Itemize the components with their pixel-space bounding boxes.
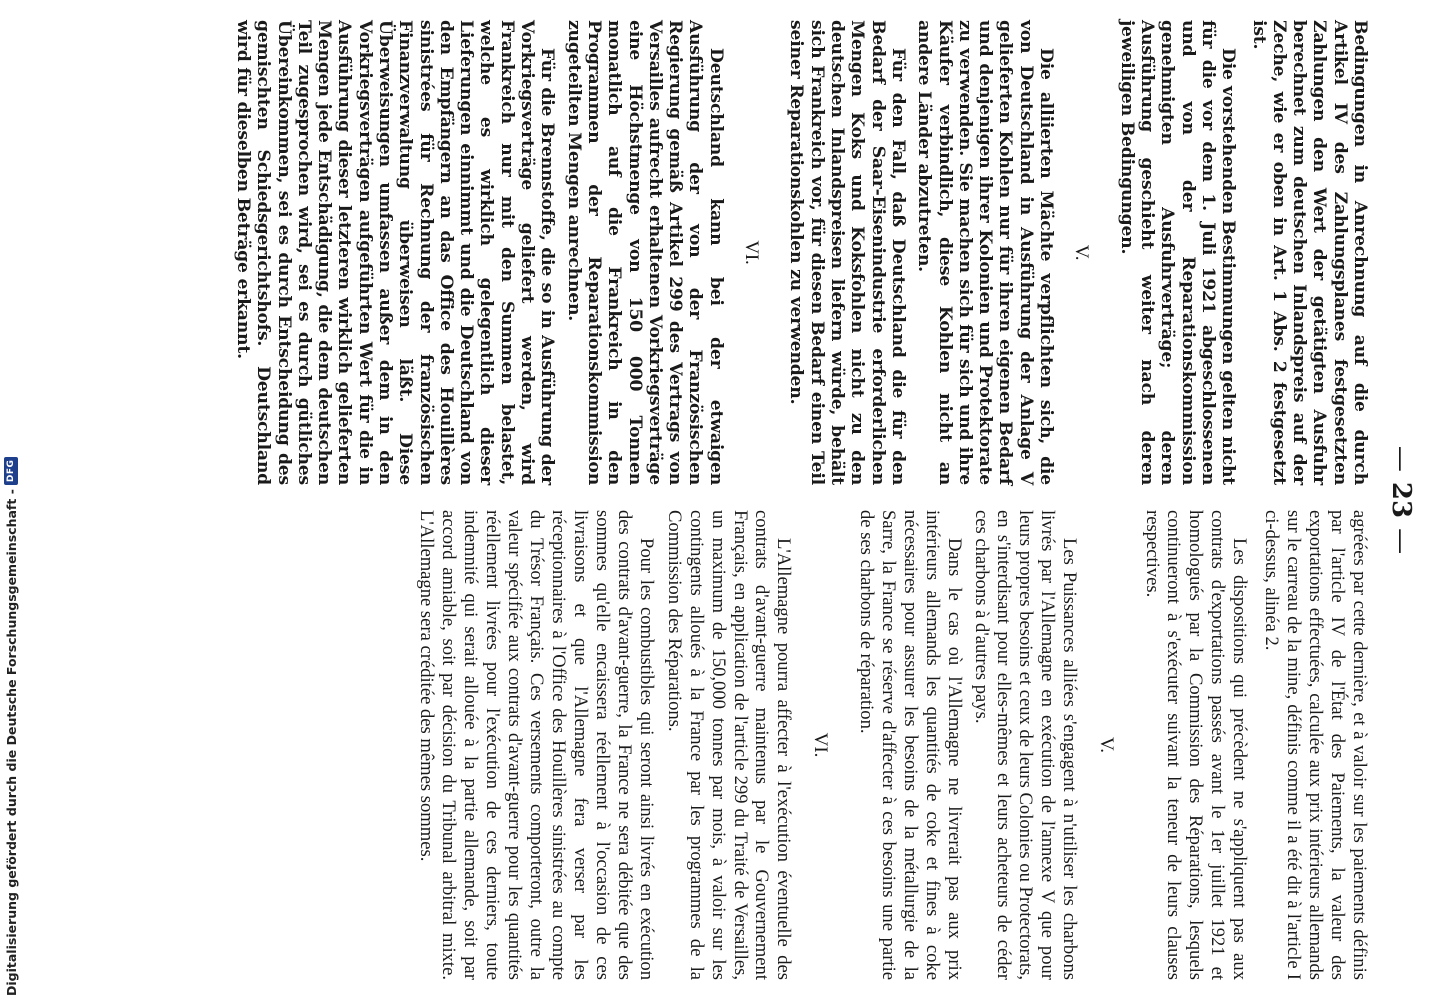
french-vi-paragraph-2: Pour les combustibles qui seront ainsi livrés en exécution des contrats d'avant-guerre, la France ne sera débitée que des sommes qu'elle encaissera réellement à l'occasion de ces livraisons et que l'Allemagne fera verser par les réceptionnaires à l'Office des Houillères sinistrées au compte du Trésor Français. Ces versements comporteront, outre la valeur spécifiée aux contrats d'avant-guerre pour les quantités réellement livrées pour l'exécution de ces derniers, toute indemnité qui serait allouée à la partie allemande, soit par accord amiable, soit par décision du Tribunal arbitral mixte. L'Allemagne sera créditée des mêmes sommes. — [416, 510, 657, 980]
german-heading-v: V. — [1071, 244, 1093, 261]
french-intro-paragraph: agréées par cette dernière, et à valoir sur les paiements définis par l'article IV de l'État des Paiements, la valeur des exportations effectuées, calculée aux prix intérieurs allemands sur le carreau de la mine, définis comme il a été dit à l'article I ci-dessus, alinéa 2. — [1261, 510, 1370, 980]
german-v-paragraph-2: Für den Fall, daß Deutschland die für den Bedarf der Saar-Eisenindustrie erforderlichen Mengen Koks und Koksfohlen nicht zu den deutschen Inlandspreisen liefern würde, behält sich Frankreich vor, für diesen Bedarf einen Teil seiner Reparationskohlen zu verwenden. — [786, 20, 908, 485]
french-heading-vi: VI. — [809, 732, 831, 758]
dfg-logo-icon: DFG — [4, 457, 18, 486]
french-paragraph-2: Les dispositions qui précèdent ne s'appliquent pas aux contrats d'exportations passés avant le 1er juillet 1921 et homologués par la Commission des Réparations, lesquels continueront à s'exécuter suivant la teneur de leurs clauses respectives. — [1141, 510, 1251, 980]
german-column — [233, 20, 1370, 485]
page-number: —23— — [1386, 445, 1416, 555]
credit-text: Digitalisierung gefördert durch die Deutsche Forschungsgemeinschaft - — [3, 489, 19, 996]
digitization-credit — [0, 6, 22, 996]
french-heading-v: V. — [1095, 736, 1117, 754]
german-heading-vi: VI. — [741, 240, 763, 265]
german-intro-paragraph: Bedingungen in Anrechnung auf die durch Artikel IV des Zahlungsplanes festgesetzten Zahlungen den Wert der getätigten Ausfuhr berechnet zum deutschen Inlandspreis auf der Zeche, wie er oben in Art. 1 Abs. 2 festgesetzt ist. — [1248, 20, 1370, 485]
german-vi-paragraph-1: Deutschland kann bei der etwaigen Ausführung der von der Französischen Regierung gemäß Artikel 299 des Vertrags von Versailles aufrecht erhaltenen Vorkriegsverträge eine Höchstmenge von 150 000 Tonnen monatlich auf die Frankreich in den Programmen der Reparationskommission zugeteilten Mengen anrechnen. — [563, 20, 726, 485]
french-vi-paragraph-1: L'Allemagne pourra affecter à l'exécution éventuelle des contrats d'avant-guerre maintenus par le Gouvernement Français, en application de l'article 299 du Traité de Versailles, un maximum de 150,000 tonnes par mois, à valoir sur les contingents alloués à la France par les programmes de la Commission des Réparations. — [663, 510, 795, 980]
french-column — [416, 510, 1371, 980]
german-paragraph-2: Die vorstehenden Bestimmungen gelten nicht für die vor dem 1. Juli 1921 abgeschlossenen und von der Reparationskommission genehmigten Ausfuhrverträge; deren Ausführung geschieht weiter nach deren jeweiligen Bedingungen. — [1116, 20, 1239, 485]
french-v-paragraph-2: Dans le cas où l'Allemagne ne livrerait pas aux prix intérieurs allemands les quantités de coke et fines à coke nécessaires pour assurer les besoins de la métallurgie de la Sarre, la France se réserve d'affecter à ces besoins une partie de ses charbons de réparation. — [855, 510, 965, 980]
french-v-paragraph-1: Les Puissances alliées s'engagent à n'utiliser les charbons livrés par l'Allemagne en exécution de l'annexe V que pour leurs propres besoins et ceux de leurs Colonies ou Protectorats, en s'interdisant pour elles-mêmes et leurs acheteurs de céder ces charbons à d'autres pays. — [971, 510, 1081, 980]
german-vi-paragraph-2: Für die Brennstoffe, die so in Ausführung der Vorkriegsverträge geliefert werden, wird Frankreich nur mit den Summen belastet, welche es wirklich gelegentlich dieser Lieferungen einnimmt und die Deutschland von den Empfängern an das Office des Houillères sinistrées für Rechnung der französischen Finanzverwaltung überweisen läßt. Diese Überweisungen umfassen außer dem in den Vorkriegsverträgen aufgeführten Wert für die in Ausführung dieser letzteren wirklich gelieferten Mengen jede Entschädigung, die dem deutschen Teil zugesprochen wird, sei es durch gütliches Übereinkommen, sei es durch Entscheidung des gemischten Schiedsgerichtshofs. Deutschland wird für dieselben Beträge erkannt. — [232, 20, 558, 485]
german-v-paragraph-1: Die alliierten Mächte verpflichten sich, die von Deutschland in Ausführung der Anlage V gelieferten Kohlen nur für ihren eigenen Bedarf und denjenigen ihrer Kolonien und Protektorate zu verwenden. Sie machen sich für sich und ihre Käufer verbindlich, diese Kohlen nicht an andere Länder abzutreten. — [914, 20, 1057, 485]
